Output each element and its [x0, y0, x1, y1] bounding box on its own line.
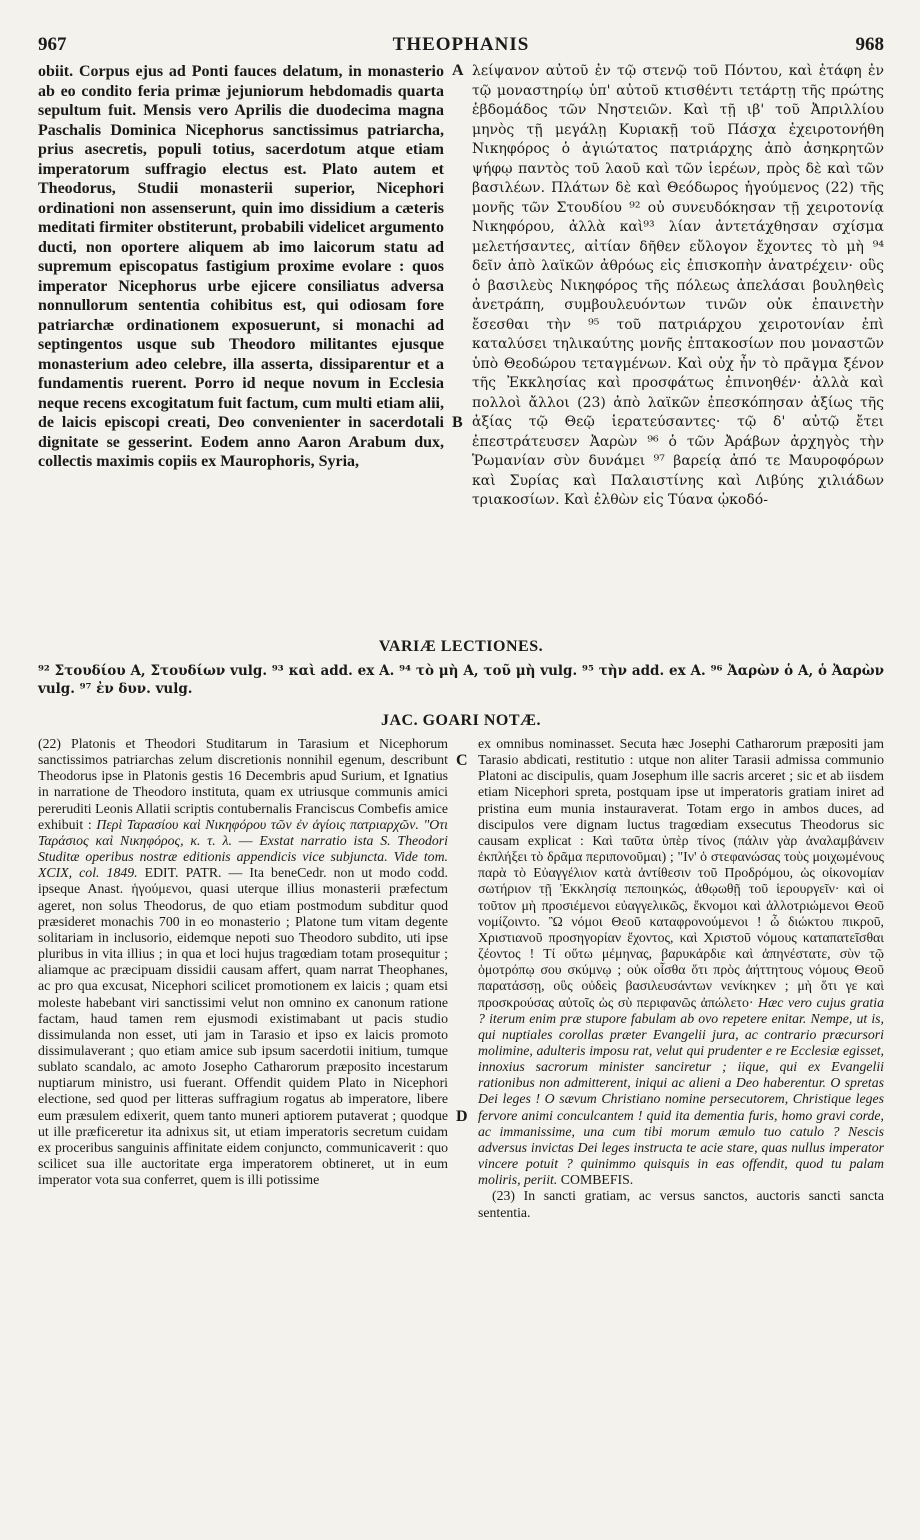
margin-mark-c: C	[456, 752, 468, 769]
running-title: THEOPHANIS	[392, 34, 530, 55]
note-22-greek-quote: Καὶ ταῦτα ὑπὲρ τίνος (πάλιν γὰρ ἀναλαμβάνειν ἐκπλήξει τὸ δρᾶμα περιπονοῦμαι) ; "Ιν' ὁ στεφανώσας τοὺς μοιχωμένους παρὰ τὸ Εὐαγγέλιον κατὰ ἀντίθεσιν τοῦ Προδρόμου, ὡς οἰκονομίαν σωτήριον τῇ Ἐκκλησίᾳ πεποιηκώς, ἀθῳωθῇ τοῦ ἱερουργεῖν· καὶ οἱ τοῦτον μὴ προσιέμενοι εὐαγγελικῶς, ἔκνομοι καὶ ἀλλοτριώμενοι Θεοῦ νομίζοιντο. Ὢ νόμοι Θεοῦ καταφρονούμενοι ! ὦ διώκτου πικροῦ, Χριστιανοῦ προσηγορίαν ἔχοντος, καὶ Χριστοῦ νόμους καταπατεῖσθαι ζέοντος ! Τί οὕτω μέμηνας, βαρυκάρδιε καὶ ἀπηνέστατε, σὺν τῷ ὁμοτρόπῳ σου σκύμνῳ ; οὐκ οἶσθα ὅτι πρὸς ἀήττητους νόμους Θεοῦ παρατάσσῃ, οὓς οὐδεὶς βασιλευσάντων νενίκηκεν ; μὴ ὅτι γε καὶ προσκρούσας αὐτοῖς ὡς σὺ περιφανῶς ἀπώλετο·	[478, 832, 884, 1010]
margin-mark-d: D	[456, 1108, 468, 1125]
note-23-text: (23) In sancti gratiam, ac versus sanctos, auctoris sancti sancta sententia.	[478, 1188, 884, 1220]
notes-column-left	[38, 736, 448, 1188]
note-22-latin-translation: Hæc vero cujus gratia ? iterum enim præ stupore fabulam ab ovo repetere enitar. Nempe, ut is, qui nuptiales corollas præter Evangelii jura, ac contrario præcursori molimine, adulteris imposu rat, velut qui prudenter e re Ecclesiæ egisset, innoxius sacrorum minister sanciretur ; iique, qui ex Evangelii rationibus non admitterent, iniqui ac alieni a Deo haberentur. O spretas Dei leges ! O sævum Christiano nomine persecutorem, Christique leges fervore animi conculcantem ! quid ita dementia furis, homo gravi corde, ac immanissime, una cum tibi morum æmulo tuo catulo ? Nescis adversus invictas Dei leges instructa te acie stare, quas nullus imperator vincere potuit ? quinimmo quisquis in eas offendit, quod tu palam moliris, periit.	[478, 994, 884, 1188]
note-22-commentary: EDIT. PATR. — Ita beneCedr. non ut modo codd. ipseque Anast. ἡγούμενοι, quasi uterque illius monasterii præfectum ageret, non solus Theodorus, de quo etiam postmodum subditur quod præsideret monachis 700 in eo monasterio ; Platone tum vitam degente solitariam in inclusorio, eidemque nepoti suo Theodoro subdito, uti ipse pluribus in vita illius ; in qua et loci hujus tragœdiam totam prosequitur ; aliamque ac præcipuam dissidii causam affert, quam narrat Theophanes, ac pro qua excusat, Nicephori scilicet promotionem ex laicis ; quam etsi moleste habebant viri sanctissimi velut non omnino ex canonum ratione factam, haud tamen rem ejusmodi existimabant ut pacis studio dissimulanda non esset, uti jam in Tarasio et ipso ex laicis promoto dissimulaverant ; quo etiam amice sub ipsum sacerdotii initium, tumque sublato scandalo, ac amoto Josepho Catharorum præposito incestarum nuptiarum ministro, usi fuerant. Offendit quidem Plato in Nicephori electione, sed quod per litteras suffragium rogatus ab imperatore, libere eum præsulem edixerit, quem tanto muneri aptiorem putaverat ; quodque ut ille præficeretur ita adnixus sit, ut etiam imperatoris secretum cuidam ex proceribus sanguinis affinitate eidem conjuncto, communicaverit : quo scilicet sua ille auctoritate erga imperatorem obtineret, ut in eum imperator vota sua conferret, quem is illi potissime	[38, 865, 448, 1188]
note-22-greek: Περὶ Ταρασίου καὶ Νικηφόρου τῶν ἐν ἁγίοις πατριαρχῶν. "Οτι Ταράσιος καὶ Νικηφόρος, κ. τ. λ.	[38, 816, 449, 848]
latin-column	[38, 62, 444, 472]
notes-column-right	[478, 736, 884, 1221]
notae-heading: JAC. GOARI NOTÆ.	[380, 712, 541, 729]
note-22-continuation	[478, 736, 884, 1188]
variae-lectiones-text: ⁹² Στουδίου A, Στουδίων vulg. ⁹³ καὶ add. ex A. ⁹⁴ τὸ μὴ A, τοῦ μὴ vulg. ⁹⁵ τὴν add. ex A. ⁹⁶ Ἀαρὼν ὁ A, ὁ Ἀαρὼν vulg. ⁹⁷ ἐν δυν. vulg.	[38, 663, 884, 697]
greek-text: λείψανον αὐτοῦ ἐν τῷ στενῷ τοῦ Πόντου, καὶ ἐτάφη ἐν τῷ μοναστηρίῳ ὑπ' αὐτοῦ κτισθέντι τετάρτῃ τῆς πρώτης ἑβδομάδος τῶν Νηστειῶν. Καὶ τῇ ιβ' τοῦ Ἀπριλλίου μηνὸς τῇ μεγάλῃ Κυριακῇ τοῦ Πάσχα ἐχειροτονήθη Νικηφόρος ὁ ἁγιώτατος πατριάρχης ἀπὸ ἀσηκρητῶν ψήφῳ παντὸς τοῦ λαοῦ καὶ τῶν ἱερέων, πρὸς δὲ καὶ τῶν βασιλέων. Πλάτων δὲ καὶ Θεόδωρος ἡγούμενος (22) τῆς μονῆς τῶν Στουδίου ⁹² οὐ συνευδόκησαν τῇ χειροτονίᾳ Νικηφόρου, ἀλλὰ καὶ⁹³ λίαν ἀντετάχθησαν σχίσμα μελετήσαντες, αἰτίαν δῆθεν εὔλογον ἔχοντες τὸ μὴ ⁹⁴ δεῖν ἀπὸ λαϊκῶν ἀθρόως εἰς ἐπισκοπὴν ἀνατρέχειν· οὓς ὁ βασιλεὺς Νικηφόρος τῆς πόλεως ἀπελάσαι βουληθεὶς ἀνετράπη, συμβουλευόντων τινῶν οὐκ ἐπαινετὴν ἔσεσθαι τὴν ⁹⁵ τοῦ πατριάρχου χειροτονίαν ἐπὶ καταλύσει τηλικαύτης μονῆς ἑπτακοσίων που μοναστῶν ὑπὸ Θεοδώρου τεταγμένων. Καὶ οὐχ ἦν τὸ πρᾶγμα ξένον τῆς Ἐκκλησίας καὶ προσφάτως ἐπινοηθέν· ἀλλὰ καὶ πολλοὶ ἄλλοι (23) ἀπὸ λαϊκῶν ἐπεσκόπησαν ἀξίως τῆς ἀξίας τῷ Θεῷ ἱερατεύσαντες· τῷ δ' αὐτῷ ἔτει ἐπεστράτευσεν Ἀαρὼν ⁹⁶ ὁ τῶν Ἀράβων ἀρχηγὸς τὴν Ῥωμανίαν σὺν δυνάμει ⁹⁷ βαρείᾳ ἀπό τε Μαυροφόρων καὶ Συρίας καὶ Παλαιστίνης καὶ Λιβύης χιλιάδων τριακοσίων. Καὶ ἐλθὼν εἰς Τύανα ᾠκοδό-	[472, 63, 884, 508]
note-22-editor-remark: Exstat narratio ista S. Theodori Studitæ operibus nostræ editionis appendicis vice subjuncta. Vide tom. XCIX, col. 1849.	[38, 832, 449, 881]
note-22-author: COMBEFIS.	[557, 1172, 634, 1188]
variae-lectiones-heading: VARIÆ LECTIONES.	[378, 638, 544, 655]
page-header	[38, 34, 884, 60]
note-22-text	[38, 736, 448, 1188]
note-22-intro: (22) Platonis et Theodori Studitarum in Tarasium et Nicephorum sanctissimos patriarchas zelum discretionis nonnihil egenum, describunt Theodorus ipse in Platonis gestis 16 Decembris apud Surium, et Ignatius in narratione de Theodoro instituta, quam ex utriusque communis amici pereruditi Leonis Allatii scriptis contubernalis Franciscus Combefis amice exhibuit :	[38, 736, 448, 832]
page-number-left: 967	[38, 34, 67, 55]
margin-mark-b: B	[452, 414, 463, 431]
note-22-cont-text: ex omnibus nominasset. Secuta hæc Josephi Catharorum præpositi jam Tarasio abdicati, restitutio : utque non aliter Tarasii admissa communio Platoni ac discipulis, quam Josephum ille sacris arceret ; sic et ab iisdem etiam Nicephori spreta, postquam ipse ut imperatoris gratiam iniret ad pristina eum munia instauraverat. Totam ergo in ambos duces, ad discipulos vere dignam luctus tragœdiam exsecutus Theodorus sic causam explicat :	[478, 736, 884, 848]
margin-mark-a: A	[452, 62, 464, 79]
note-22-dash: —	[231, 832, 260, 848]
latin-text: obiit. Corpus ejus ad Ponti fauces delatum, in monasterio ab eo condito feria primæ jejuniorum hebdomadis quarta sepultum fuit. Mensis vero Aprilis die duodecima magna Paschalis Dominica Nicephorus sanctissimus patriarcha, prius asecretis, populi totius, sacerdotum atque etiam imperatorum suffragio electus est. Plato autem et Theodorus, Studii monasterii superior, Nicephori ordinationi non assenserunt, quin imo dissidium a cæteris meditati firmiter obstiterunt, probabili videlicet argumento ducti, non oportere aliquem ab imo laicorum statu ad supremum episcopatus fastigium proxime evolare : quos imperator Nicephorus urbe ejicere consiliatus adversa nonnullorum sententia cohibitus est, qui odiosam fore patriarchæ ordinationem exposuerunt, si monachi ad septingentos usque sub Theodoro militantes ejusque monasterium adeo celebre, illa asserta, dissiparentur et a fundamentis ruerent. Porro id neque novum in Ecclesia neque recens excogitatum fuit factum, cum multi etiam alii, de laicis episcopi creati, Deo convenienter in sacerdotali dignitate se gesserint. Eodem anno Aaron Arabum dux, collectis maximis copiis ex Maurophoris, Syria,	[38, 63, 444, 470]
greek-column	[472, 62, 884, 511]
page-number-right: 968	[855, 34, 884, 55]
